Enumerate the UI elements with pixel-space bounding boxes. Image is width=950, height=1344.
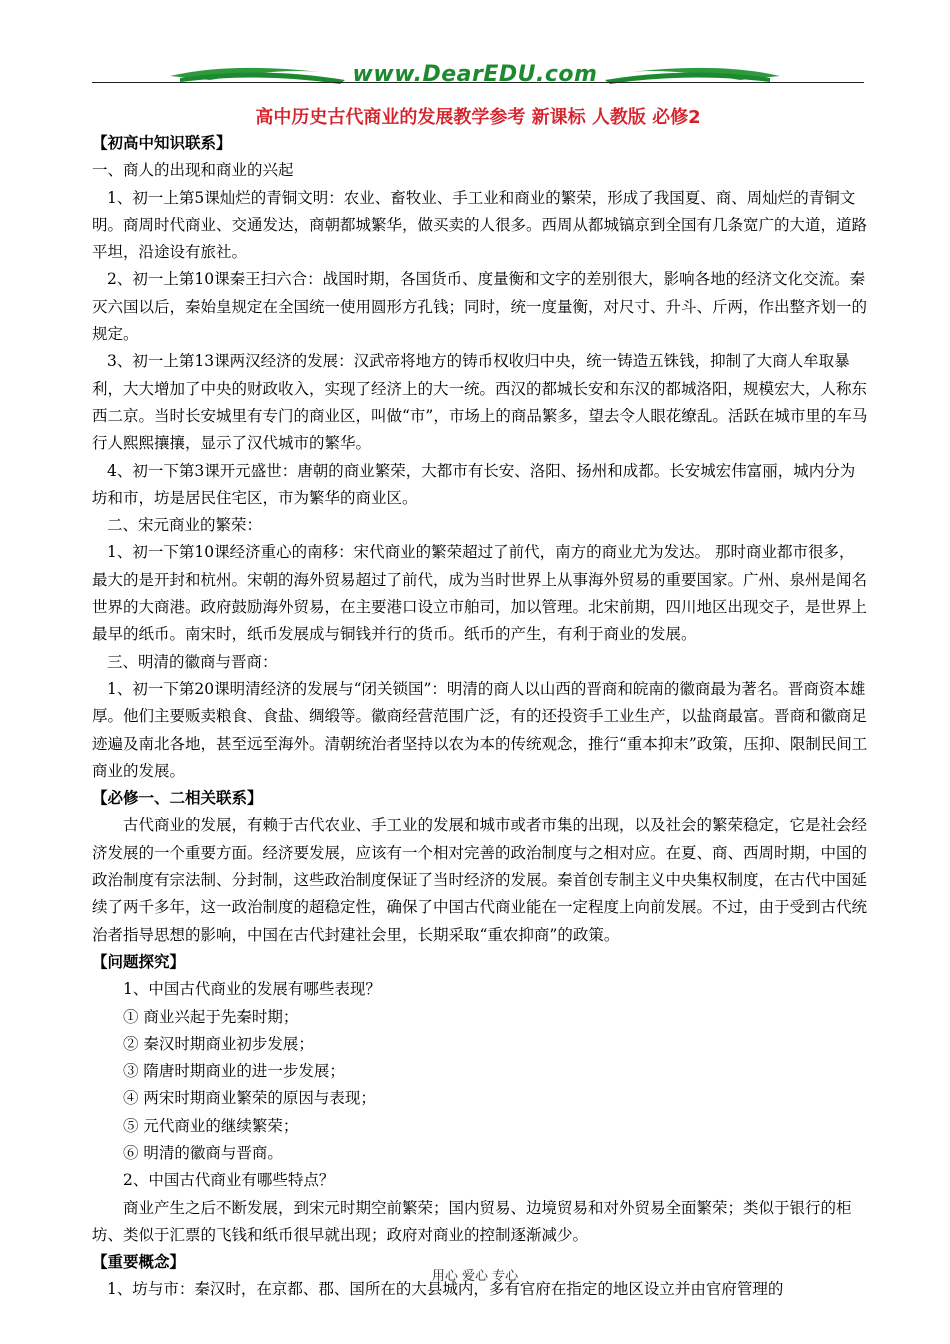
paragraph: 古代商业的发展，有赖于古代农业、手工业的发展和城市或者市集的出现，以及社会的繁荣稳定，它是社会经济发展的一个重要方面。经济要发展，应该有一个相对完善的政治制度与之相对应。在夏、商、西周时期，中国的政治制度有宗法制、分封制，这些政治制度保证了当时经济的发展。秦首创专制主义中央集权制度，在古代中国延续了两千多年，这一政治制度的超稳定性，确保了中国古代商业能在一定程度上向前发展。不过，由于受到古代统治者指导思想的影响，中国在古代封建社会里，长期采取“重农抑商”的政策。 [92, 816, 868, 944]
paragraph: 4、初一下第3课开元盛世：唐朝的商业繁荣，大都市有长安、洛阳、扬州和成都。长安城宏伟富丽，城内分为坊和市，坊是居民住宅区，市为繁华的商业区。 [92, 461, 856, 507]
paragraph: ③ 隋唐时期商业的进一步发展； [123, 1062, 345, 1081]
paragraph: 1、初一下第20课明清经济的发展与“闭关锁国”：明清的商人以山西的晋商和皖南的徽商最为著名。晋商资本雄厚。他们主要贩卖粮食、食盐、绸缎等。徽商经营范围广泛，有的还投资手工业生产，以盐商最富。晋商和徽商足迹遍及南北各地，甚至远至海外。清朝统治者坚持以农为本的传统观念，推行“重本抑末”政策，压抑、限制民间工商业的发展。 [92, 679, 868, 780]
paragraph: ① 商业兴起于先秦时期； [123, 1007, 299, 1026]
header-divider [92, 82, 864, 83]
page-footer: 用心 爱心 专心 [431, 1269, 519, 1284]
paragraph: 1、中国古代商业的发展有哪些表现？ [123, 980, 381, 999]
paragraph: ⑤ 元代商业的继续繁荣； [123, 1116, 299, 1135]
paragraph: ② 秦汉时期商业初步发展； [123, 1034, 314, 1053]
paragraph: 二、宋元商业的繁荣： [107, 516, 263, 535]
section-heading: 【必修一、二相关联系】 [92, 789, 263, 808]
paragraph: 商业产生之后不断发展，到宋元时期空前繁荣；国内贸易、边境贸易和对外贸易全面繁荣；类似于银行的柜坊、类似于汇票的飞钱和纸币很早就出现；政府对商业的控制逐渐减少。 [92, 1198, 852, 1244]
paragraph: 1、坊与市：秦汉时，在京都、郡、国所在的大县城内，多有官府在指定的地区设立并由官府管理的 [107, 1280, 784, 1299]
paragraph: ④ 两宋时期商业繁荣的原因与表现； [123, 1089, 376, 1108]
logo-text: www.DearEDU.com [352, 62, 598, 87]
paragraph: ⑥ 明清的徽商与晋商。 [123, 1143, 283, 1162]
site-logo [170, 58, 780, 94]
paragraph: 1、初一上第5课灿烂的青铜文明：农业、畜牧业、手工业和商业的繁荣，形成了我国夏、商、周灿烂的青铜文明。商周时代商业、交通发达，商朝都城繁华，做买卖的人很多。西周从都城镐京到全国有几条宽广的大道，道路平坦，沿途设有旅社。 [92, 188, 868, 262]
paragraph: 3、初一上第13课两汉经济的发展：汉武帝将地方的铸币权收归中央，统一铸造五铢钱，抑制了大商人牟取暴利，大大增加了中央的财政收入，实现了经济上的大一统。西汉的都城长安和东汉的都城洛阳，规模宏大，人称东西二京。当时长安城里有专门的商业区，叫做“市”，市场上的商品繁多，望去令人眼花缭乱。活跃在城市里的车马行人熙熙攘攘，显示了汉代城市的繁华。 [92, 352, 868, 453]
paragraph: 一、商人的出现和商业的兴起 [92, 161, 294, 180]
paragraph: 2、初一上第10课秦王扫六合：战国时期，各国货币、度量衡和文字的差别很大，影响各地的经济文化交流。秦灭六国以后，秦始皇规定在全国统一使用圆形方孔钱；同时，统一度量衡，对尺寸、升斗、斤两，作出整齐划一的规定。 [92, 270, 868, 344]
paragraph: 1、初一下第10课经济重心的南移：宋代商业的繁荣超过了前代，南方的商业尤为发达。 那时商业都市很多，最大的是开封和杭州。宋朝的海外贸易超过了前代，成为当时世界上从事海外贸易的重要国家。广州、泉州是闻名世界的大商港。政府鼓励海外贸易，在主要港口设立市舶司，加以管理。北宋前期，四川地区出现交子，是世界上最早的纸币。南宋时，纸币发展成与铜钱并行的货币。纸币的产生，有利于商业的发展。 [92, 543, 868, 644]
section-heading: 【重要概念】 [92, 1253, 186, 1272]
document-body [92, 130, 868, 1304]
section-heading: 【问题探究】 [92, 952, 186, 971]
section-heading: 【初高中知识联系】 [92, 134, 232, 152]
paragraph: 2、中国古代商业有哪些特点？ [123, 1171, 335, 1190]
paragraph: 三、明清的徽商与晋商： [107, 652, 278, 671]
document-title: 高中历史古代商业的发展教学参考 新课标 人教版 必修2 [255, 107, 701, 128]
